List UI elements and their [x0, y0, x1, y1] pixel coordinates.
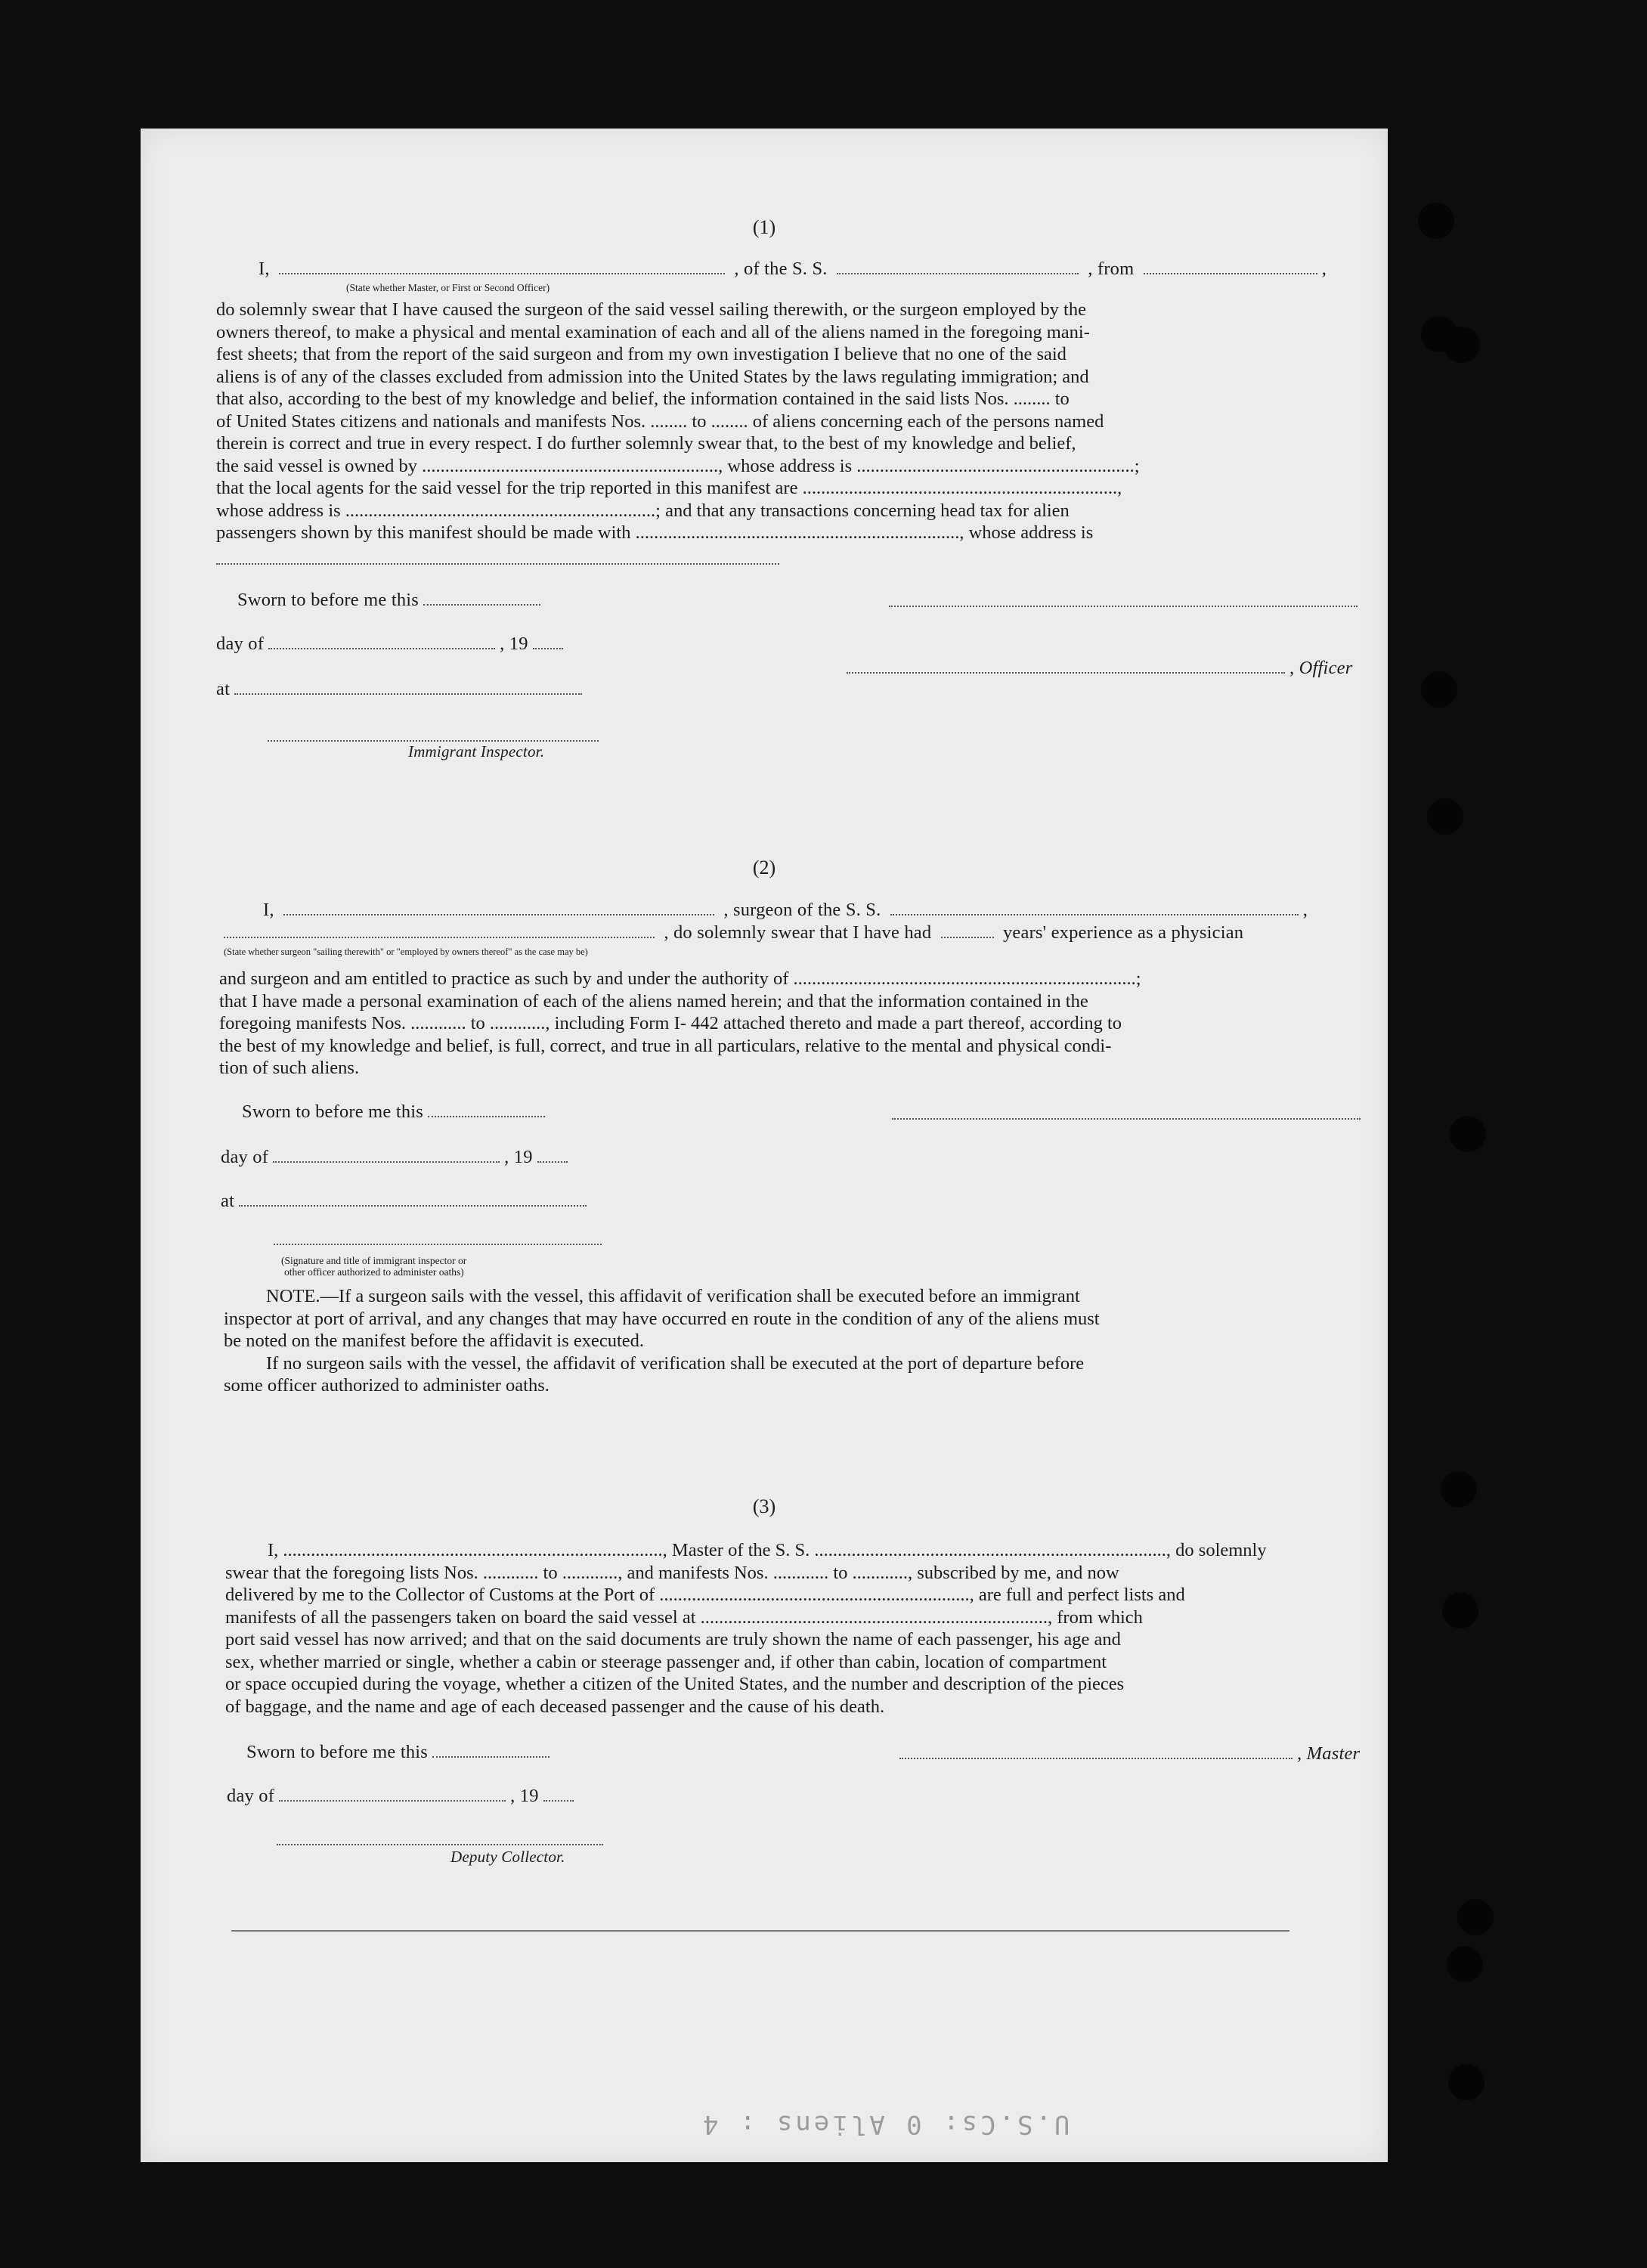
section2-caption: (State whether surgeon "sailing therewith" or "employed by owners thereof" as the case may be)	[224, 947, 588, 957]
note-line: NOTE.—If a surgeon sails with the vessel, this affidavit of verification shall be executed before an immigrant	[266, 1286, 1080, 1306]
section2-signature	[892, 1117, 1361, 1120]
section2-at: at	[221, 1191, 591, 1212]
punch-hole	[1450, 1116, 1486, 1152]
note-line: be noted on the manifest before the affidavit is executed.	[224, 1331, 645, 1351]
punch-hole	[1447, 1946, 1483, 1982]
punch-hole	[1421, 671, 1457, 708]
section3-body	[225, 1539, 1374, 1718]
note-line: some officer authorized to administer oaths.	[224, 1375, 550, 1396]
section3-heading: (3)	[752, 1495, 776, 1517]
section2-line1: I, , surgeon of the S. S. ,	[263, 900, 1308, 920]
section2-sig-caption: other officer authorized to administer oaths)	[284, 1266, 464, 1278]
section2-sig-caption: (Signature and title of immigrant inspector or	[281, 1255, 467, 1266]
section2-body-line: foregoing manifests Nos. ............ to ............, including Form I- 442 attached thereto and made a part thereof, according to	[219, 1013, 1122, 1033]
punch-hole	[1418, 203, 1454, 239]
section2-officer-signature	[274, 1243, 602, 1245]
section1-inspector-signature	[268, 739, 599, 742]
note-line: inspector at port of arrival, and any changes that may have occurred en route in the condition of any of the aliens must	[224, 1308, 1100, 1329]
section1-heading: (1)	[752, 216, 776, 238]
section3-master: , Master	[895, 1743, 1360, 1765]
section1-body-line: owners thereof, to make a physical and mental examination of each and all of the aliens named in the foregoing mani-	[216, 321, 1090, 342]
section3-body-line: swear that the foregoing lists Nos. ............ to ............, and manifests Nos. ............ to ............, subscribed by me, and now	[225, 1562, 1119, 1583]
section2-body-line: the best of my knowledge and belief, is full, correct, and true in all particulars, relative to the mental and physical condi-	[219, 1035, 1112, 1056]
section1-officer-signature	[889, 605, 1358, 607]
section2-heading: (2)	[752, 857, 776, 878]
section3-body-line: of baggage, and the name and age of each deceased passenger and the cause of his death.	[225, 1696, 885, 1717]
section3-day: day of , 19	[227, 1786, 578, 1807]
section2-day: day of , 19	[221, 1147, 572, 1168]
section1-day: day of , 19	[216, 634, 568, 655]
section1-body-line: therein is correct and true in every respect. I do further solemnly swear that, to the best of my knowledge and belief,	[216, 433, 1076, 454]
note-line: If no surgeon sails with the vessel, the affidavit of verification shall be executed at the port of departure before	[266, 1352, 1085, 1374]
section1-line1: I, , of the S. S. , from ,	[259, 259, 1327, 279]
section3-body-line: port said vessel has now arrived; and that on the said documents are truly shown the name of each passenger, his age and	[225, 1629, 1121, 1650]
section2-line2: , do solemnly swear that I have had years' experience as a physician	[219, 922, 1243, 943]
bottom-rule	[231, 1929, 1289, 1932]
punch-hole	[1427, 798, 1463, 835]
section2-body-line: and surgeon and am entitled to practice as such by and under the authority of ..........................................................................;	[219, 968, 1141, 989]
section1-caption: (State whether Master, or First or Second Officer)	[346, 282, 550, 293]
section1-body-line: do solemnly swear that I have caused the surgeon of the said vessel sailing therewith, or the surgeon employed by the	[216, 299, 1086, 320]
section1-body-line: fest sheets; that from the report of the said surgeon and from my own investigation I believe that no one of the said	[216, 344, 1067, 364]
punch-hole	[1457, 1899, 1494, 1935]
section1-body-line: whose address is ...................................................................; and that any transactions concerning head tax for alien	[216, 500, 1070, 521]
section1-body-line: the said vessel is owned by ................................................................, whose address is ............................................................;	[216, 455, 1140, 476]
punch-hole	[1442, 1592, 1478, 1628]
section1-body-line: passengers shown by this manifest should be made with ......................................................................, whose address is	[216, 522, 1094, 543]
section1-sworn: Sworn to before me this	[237, 590, 545, 611]
section3-body-line: or space occupied during the voyage, whether a citizen of the United States, and the number and description of the pieces	[225, 1674, 1125, 1694]
section3-body-line: delivered by me to the Collector of Customs at the Port of ..................................................................., are full and perfect lists and	[225, 1585, 1185, 1605]
section3-body-line: manifests of all the passengers taken on board the said vessel at ..........................................................................., from which	[225, 1606, 1143, 1628]
punch-hole	[1444, 327, 1480, 363]
punch-hole	[1448, 2064, 1484, 2100]
section3-body-line: sex, whether married or single, whether a cabin or steerage passenger and, if other than cabin, location of compartment	[225, 1651, 1107, 1672]
section1-underline	[216, 562, 779, 565]
section3-sworn: Sworn to before me this	[246, 1742, 554, 1763]
footer-stamp: U.S.Cs: 0 Aliens : 4	[700, 2109, 1070, 2139]
section3-collector: Deputy Collector.	[450, 1848, 565, 1866]
section1-body	[216, 299, 1365, 544]
section1-at: at	[216, 679, 587, 700]
section3-body-line: I, .................................................................................., Master of the S. S. ............................................................................, do solemnly	[268, 1540, 1267, 1560]
document-page	[141, 129, 1388, 2162]
section1-body-line: that also, according to the best of my knowledge and belief, the information contained in the said lists Nos. ........ to	[216, 389, 1070, 409]
section2-sworn: Sworn to before me this	[242, 1101, 550, 1123]
section2-note	[224, 1285, 1373, 1397]
section1-body-line: that the local agents for the said vessel for the trip reported in this manifest are ....................................................................,	[216, 478, 1122, 498]
section1-inspector: Immigrant Inspector.	[408, 742, 545, 761]
section2-body	[219, 968, 1368, 1080]
section2-body-line: that I have made a personal examination of each of the aliens named herein; and that the information contained in the	[219, 990, 1088, 1012]
section3-collector-signature	[277, 1843, 603, 1845]
section1-body-line: aliens is of any of the classes excluded from admission into the United States by the laws regulating immigration; and	[216, 366, 1089, 387]
section1-body-line: of United States citizens and nationals and manifests Nos. ........ to ........ of aliens concerning each of the persons named	[216, 411, 1104, 432]
punch-hole	[1441, 1471, 1477, 1507]
section1-officer: , Officer	[842, 658, 1352, 679]
section2-body-line: tion of such aliens.	[219, 1058, 360, 1078]
